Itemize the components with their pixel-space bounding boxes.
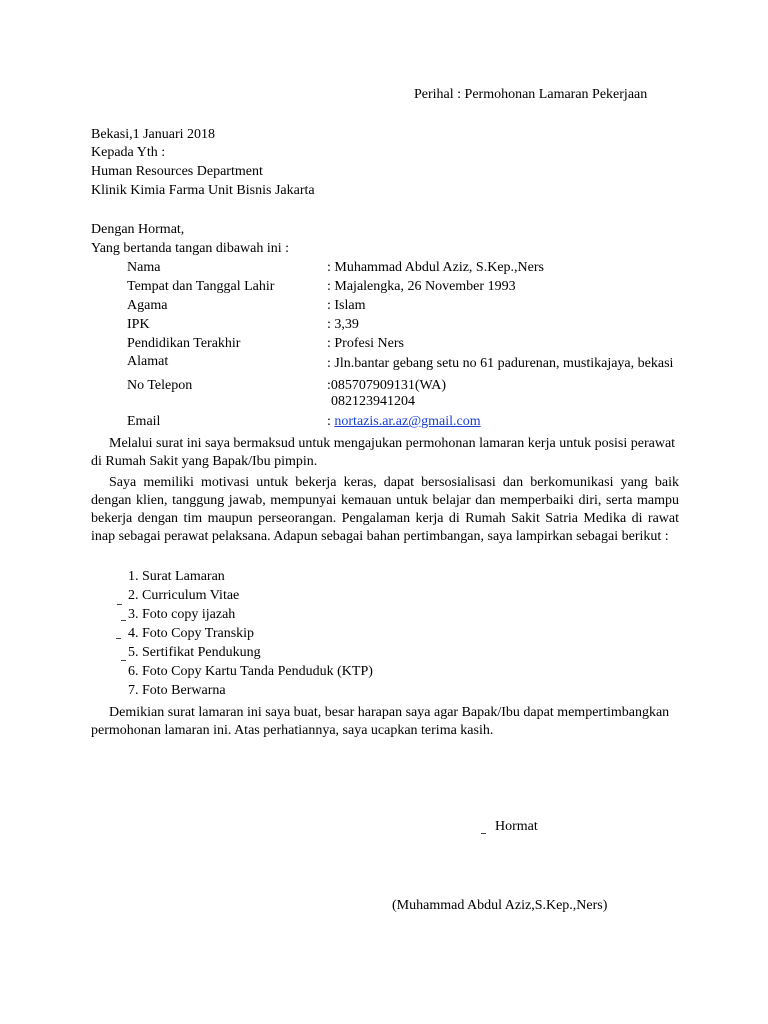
field-value-birth: : Majalengka, 26 November 1993: [327, 279, 516, 294]
field-label-birth: Tempat dan Tanggal Lahir: [127, 279, 275, 294]
field-value-gpa: : 3,39: [327, 317, 359, 332]
field-label-name: Nama: [127, 260, 161, 275]
attachment-item: 1. Surat Lamaran: [128, 569, 225, 584]
field-label-email: Email: [127, 414, 161, 429]
paragraph-closing: Demikian surat lamaran ini saya buat, besar harapan saya agar Bapak/Ibu dapat mempertimbangkan permohonan lamaran ini. Atas perhatiannya, saya ucapkan terima kasih.: [91, 705, 670, 738]
field-label-phone: No Telepon: [127, 378, 193, 393]
field-label-address: Alamat: [127, 354, 169, 369]
email-link[interactable]: nortazis.ar.az@gmail.com: [334, 414, 481, 429]
scan-mark: [117, 604, 122, 605]
scan-mark: [121, 620, 126, 621]
attachment-item: 6. Foto Copy Kartu Tanda Penduduk (KTP): [128, 664, 373, 679]
attachment-item: 2. Curriculum Vitae: [128, 588, 240, 603]
field-label-religion: Agama: [127, 298, 168, 313]
letter-subject: Perihal : Permohonan Lamaran Pekerjaan: [414, 87, 648, 102]
field-value-religion: : Islam: [327, 298, 366, 313]
paragraph-purpose: Melalui surat ini saya bermaksud untuk mengajukan permohonan lamaran kerja untuk posisi perawat di Rumah Sakit yang Bapak/Ibu pimpin.: [91, 436, 676, 469]
field-value-phone: :085707909131(WA): [327, 378, 446, 393]
paragraph-qualifications: Saya memiliki motivasi untuk bekerja keras, dapat bersosialisasi dan berkomunikasi yang baik dengan klien, tanggung jawab, mempunyai kemauan untuk belajar dan memperbaiki diri, serta mampu bekerja dengan tim maupun perseorangan. Pengalaman kerja di Rumah Sakit Satria Medika di rawat inap sebagai perawat pelaksana. Adapun sebagai bahan pertimbangan, saya lampirkan sebagai berikut :: [91, 475, 679, 544]
intro-line: Yang bertanda tangan dibawah ini :: [91, 241, 290, 256]
field-value-phone-2: 082123941204: [331, 394, 415, 409]
scan-mark: [121, 660, 126, 661]
attachment-item: 7. Foto Berwarna: [128, 683, 226, 698]
field-value-address: : Jln.bantar gebang setu no 61 padurenan, mustikajaya, bekasi: [327, 356, 674, 371]
recipient-department: Human Resources Department: [91, 164, 263, 179]
recipient-organization: Klinik Kimia Farma Unit Bisnis Jakarta: [91, 183, 315, 198]
scan-mark: [481, 833, 486, 834]
recipient-prefix: Kepada Yth :: [91, 145, 166, 160]
email-prefix: :: [327, 414, 335, 429]
attachment-item: 4. Foto Copy Transkip: [128, 626, 255, 641]
place-date: Bekasi,1 Januari 2018: [91, 127, 216, 142]
field-value-email: [327, 413, 481, 431]
attachment-item: 5. Sertifikat Pendukung: [128, 645, 261, 660]
field-label-gpa: IPK: [127, 317, 150, 332]
field-label-education: Pendidikan Terakhir: [127, 336, 241, 351]
signature-name: (Muhammad Abdul Aziz,S.Kep.,Ners): [392, 898, 608, 913]
scan-mark: [116, 638, 121, 639]
attachment-item: 3. Foto copy ijazah: [128, 607, 236, 622]
field-value-name: : Muhammad Abdul Aziz, S.Kep.,Ners: [327, 260, 544, 275]
greeting: Dengan Hormat,: [91, 222, 185, 237]
field-value-education: : Profesi Ners: [327, 336, 404, 351]
closing-salutation: Hormat: [495, 819, 538, 834]
